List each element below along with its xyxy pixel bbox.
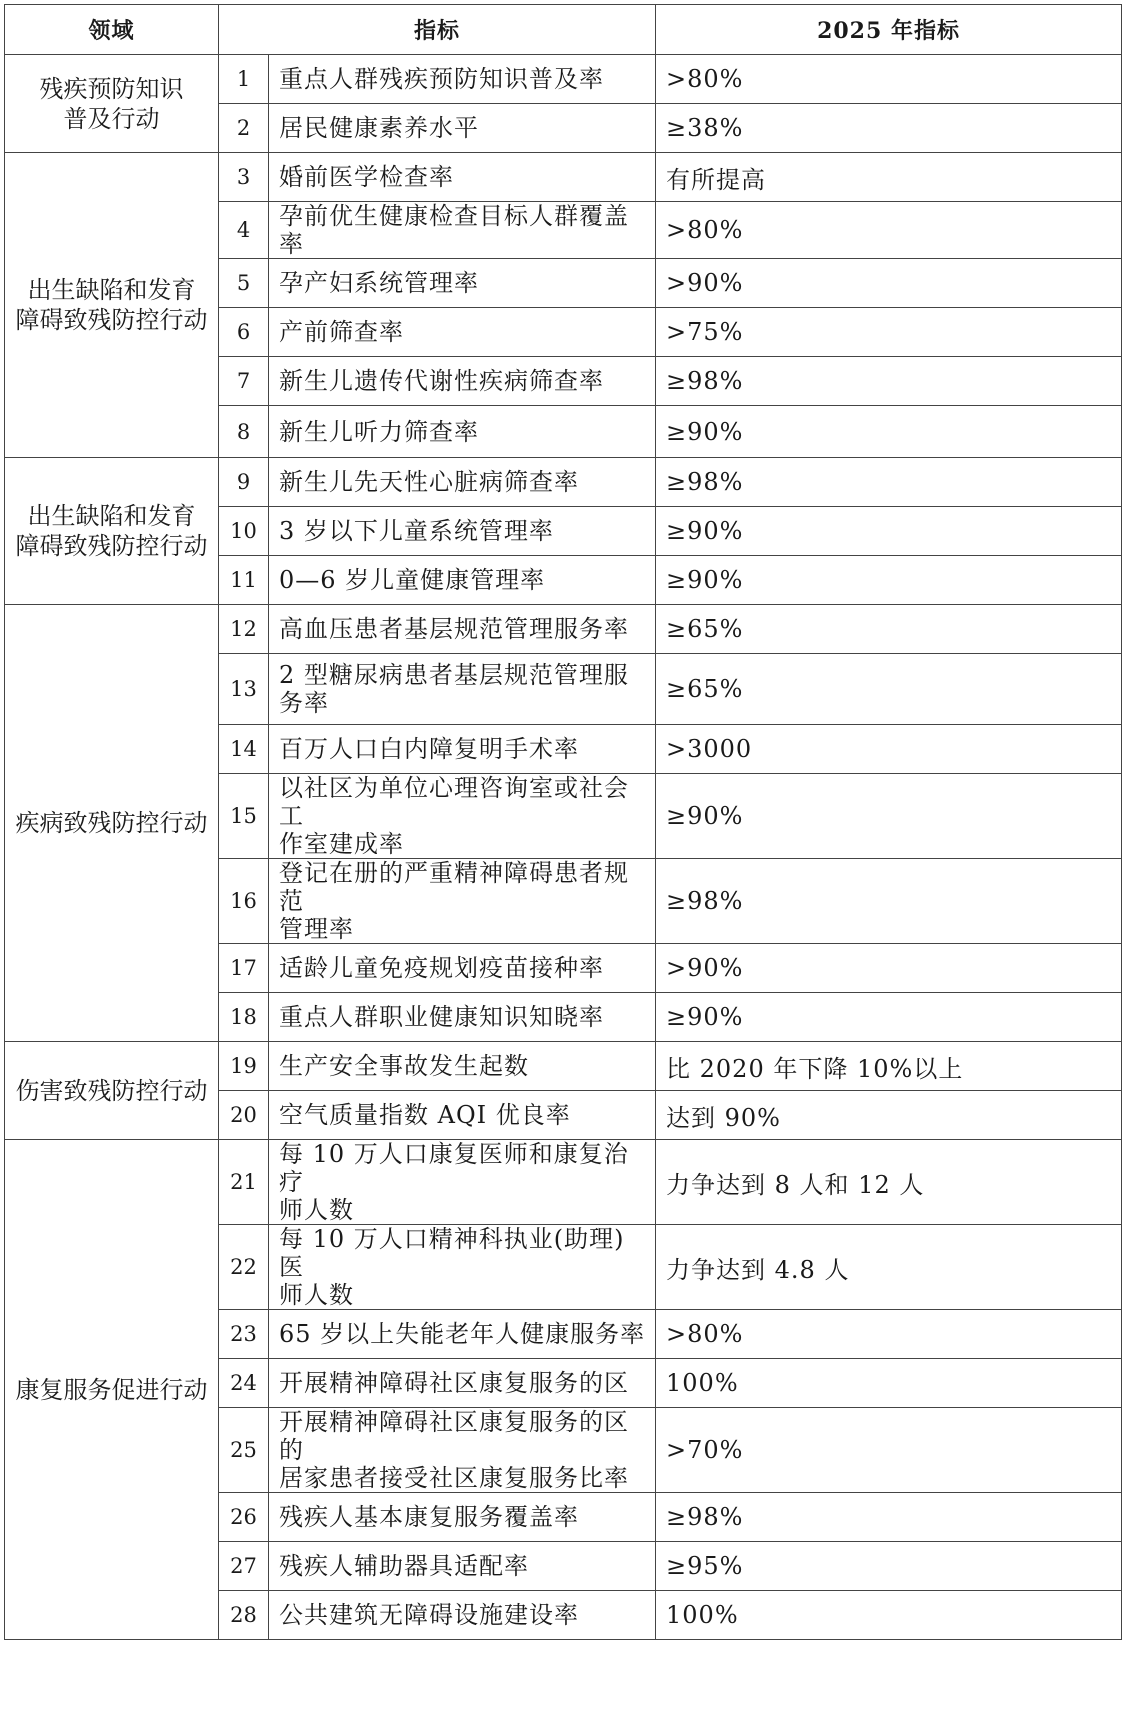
target-cell: ≥98% [656, 458, 1122, 507]
target-cell: >80% [656, 202, 1122, 259]
row-number: 4 [219, 202, 269, 259]
indicator-cell: 重点人群残疾预防知识普及率 [269, 55, 656, 104]
indicator-cell: 新生儿遗传代谢性疾病筛查率 [269, 357, 656, 406]
row-number: 18 [219, 993, 269, 1042]
domain-cell [5, 458, 219, 605]
row-number: 1 [219, 55, 269, 104]
row-number: 28 [219, 1591, 269, 1640]
indicator-cell: 孕前优生健康检查目标人群覆盖率 [269, 202, 656, 259]
indicator-cell: 65 岁以上失能老年人健康服务率 [269, 1310, 656, 1359]
header-target: 2025 年指标 [656, 5, 1122, 55]
target-cell: >90% [656, 944, 1122, 993]
indicator-cell: 百万人口白内障复明手术率 [269, 725, 656, 774]
row-number: 6 [219, 308, 269, 357]
indicator-cell [269, 1140, 656, 1225]
domain-line: 障碍致残防控行动 [15, 532, 208, 560]
row-number: 3 [219, 153, 269, 202]
indicator-cell: 婚前医学检查率 [269, 153, 656, 202]
row-number: 25 [219, 1408, 269, 1493]
indicator-line: 务率 [279, 689, 329, 717]
domain-line: 出生缺陷和发育 [27, 502, 196, 530]
row-number: 15 [219, 774, 269, 859]
target-cell: >3000 [656, 725, 1122, 774]
table-row [5, 55, 1122, 104]
target-cell: ≥95% [656, 1542, 1122, 1591]
domain-line: 普及行动 [63, 104, 160, 133]
target-cell: ≥90% [656, 993, 1122, 1042]
target-cell: 100% [656, 1359, 1122, 1408]
indicator-line: 每 10 万人口精神科执业(助理)医 [279, 1225, 625, 1281]
row-number: 27 [219, 1542, 269, 1591]
indicator-line: 师人数 [279, 1196, 354, 1224]
target-cell: ≥90% [656, 556, 1122, 605]
indicator-cell: 生产安全事故发生起数 [269, 1042, 656, 1091]
row-number: 10 [219, 507, 269, 556]
domain-cell [5, 55, 219, 153]
row-number: 26 [219, 1493, 269, 1542]
indicator-cell: 高血压患者基层规范管理服务率 [269, 605, 656, 654]
indicator-cell: 0—6 岁儿童健康管理率 [269, 556, 656, 605]
row-number: 7 [219, 357, 269, 406]
target-cell: ≥90% [656, 406, 1122, 458]
row-number: 20 [219, 1091, 269, 1140]
table-row [5, 1042, 1122, 1091]
row-number: 9 [219, 458, 269, 507]
domain-line: 障碍致残防控行动 [15, 306, 208, 334]
target-cell: 力争达到 4.8 人 [656, 1225, 1122, 1310]
target-cell: ≥98% [656, 1493, 1122, 1542]
indicator-cell: 公共建筑无障碍设施建设率 [269, 1591, 656, 1640]
indicator-cell [269, 774, 656, 859]
table-row [5, 605, 1122, 654]
indicator-cell: 适龄儿童免疫规划疫苗接种率 [269, 944, 656, 993]
row-number: 14 [219, 725, 269, 774]
header-indicator: 指标 [219, 5, 656, 55]
table-row [5, 458, 1122, 507]
row-number: 22 [219, 1225, 269, 1310]
target-cell: 有所提高 [656, 153, 1122, 202]
target-cell: ≥90% [656, 774, 1122, 859]
indicator-cell [269, 654, 656, 725]
domain-cell [5, 1042, 219, 1140]
row-number: 8 [219, 406, 269, 458]
table-row [5, 153, 1122, 202]
domain-cell [5, 605, 219, 1042]
row-number: 19 [219, 1042, 269, 1091]
domain-line: 疾病致残防控行动 [15, 809, 208, 837]
row-number: 16 [219, 859, 269, 944]
domain-cell [5, 1140, 219, 1640]
row-number: 23 [219, 1310, 269, 1359]
indicator-line: 开展精神障碍社区康复服务的区的 [279, 1408, 629, 1464]
indicator-cell: 重点人群职业健康知识知晓率 [269, 993, 656, 1042]
indicator-cell: 开展精神障碍社区康复服务的区 [269, 1359, 656, 1408]
domain-line: 伤害致残防控行动 [15, 1076, 208, 1105]
row-number: 2 [219, 104, 269, 153]
table-header-row [5, 5, 1122, 55]
target-cell: 力争达到 8 人和 12 人 [656, 1140, 1122, 1225]
indicator-line: 管理率 [279, 915, 354, 943]
indicator-cell [269, 859, 656, 944]
indicator-line: 以社区为单位心理咨询室或社会工 [279, 774, 629, 830]
header-domain: 领域 [5, 5, 219, 55]
target-cell: ≥98% [656, 859, 1122, 944]
row-number: 11 [219, 556, 269, 605]
target-cell: ≥65% [656, 654, 1122, 725]
indicator-cell [269, 1225, 656, 1310]
target-cell: ≥38% [656, 104, 1122, 153]
target-cell: >80% [656, 55, 1122, 104]
indicator-line: 居家患者接受社区康复服务比率 [279, 1464, 629, 1492]
indicator-cell: 居民健康素养水平 [269, 104, 656, 153]
row-number: 13 [219, 654, 269, 725]
target-cell: >90% [656, 259, 1122, 308]
indicator-cell: 残疾人辅助器具适配率 [269, 1542, 656, 1591]
indicator-line: 2 型糖尿病患者基层规范管理服 [279, 661, 629, 689]
target-cell: >70% [656, 1408, 1122, 1493]
indicator-table [4, 4, 1122, 1640]
target-cell: >75% [656, 308, 1122, 357]
target-cell: >80% [656, 1310, 1122, 1359]
indicator-cell: 空气质量指数 AQI 优良率 [269, 1091, 656, 1140]
indicator-line: 登记在册的严重精神障碍患者规范 [279, 859, 629, 915]
target-cell: 达到 90% [656, 1091, 1122, 1140]
table-body [5, 55, 1122, 1640]
row-number: 21 [219, 1140, 269, 1225]
target-cell: 比 2020 年下降 10%以上 [656, 1042, 1122, 1091]
row-number: 24 [219, 1359, 269, 1408]
row-number: 12 [219, 605, 269, 654]
indicator-line: 师人数 [279, 1281, 354, 1309]
indicator-cell: 孕产妇系统管理率 [269, 259, 656, 308]
domain-cell [5, 153, 219, 458]
row-number: 17 [219, 944, 269, 993]
indicator-cell: 3 岁以下儿童系统管理率 [269, 507, 656, 556]
indicator-cell: 产前筛查率 [269, 308, 656, 357]
target-cell: 100% [656, 1591, 1122, 1640]
table-row [5, 1140, 1122, 1225]
indicator-cell [269, 1408, 656, 1493]
domain-line: 残疾预防知识 [39, 74, 184, 103]
indicator-cell: 新生儿听力筛查率 [269, 406, 656, 458]
domain-line: 出生缺陷和发育 [27, 276, 196, 304]
indicator-cell: 残疾人基本康复服务覆盖率 [269, 1493, 656, 1542]
domain-line: 康复服务促进行动 [15, 1375, 208, 1404]
target-cell: ≥98% [656, 357, 1122, 406]
indicator-line: 作室建成率 [279, 830, 404, 858]
target-cell: ≥90% [656, 507, 1122, 556]
target-cell: ≥65% [656, 605, 1122, 654]
indicator-line: 每 10 万人口康复医师和康复治疗 [279, 1140, 629, 1196]
indicator-cell: 新生儿先天性心脏病筛查率 [269, 458, 656, 507]
row-number: 5 [219, 259, 269, 308]
